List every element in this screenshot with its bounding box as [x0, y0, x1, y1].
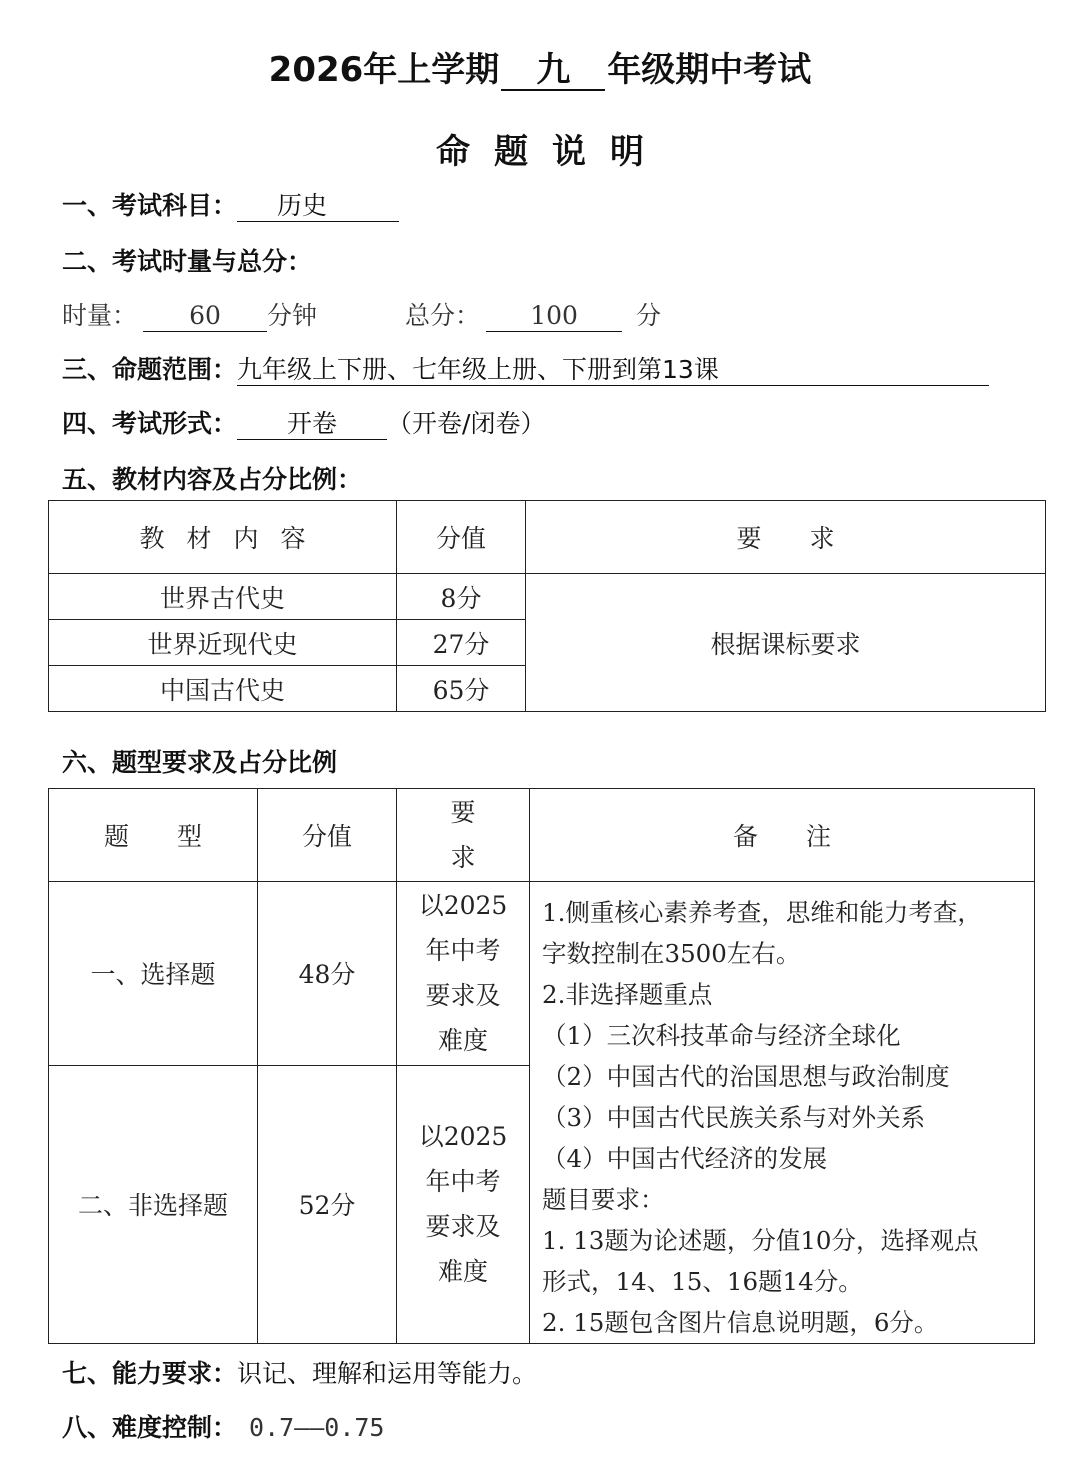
req-cell	[397, 882, 530, 1066]
note-line: （2）中国古代的治国思想与政治制度	[542, 1062, 950, 1091]
note-line: 题目要求：	[542, 1185, 665, 1214]
note-line: 2. 15题包含图片信息说明题，6分。	[542, 1308, 939, 1337]
header-notes: 备注	[530, 789, 1035, 882]
note-line: 1. 13题为论述题，分值10分，选择观点	[542, 1226, 979, 1255]
section-difficulty-label: 八、难度控制：	[62, 1413, 238, 1442]
req-line: 难度	[437, 1026, 488, 1056]
header-type: 题型	[49, 789, 258, 882]
section-time-score	[62, 244, 312, 280]
notes-cell	[530, 882, 1035, 1344]
score-value: 100	[486, 301, 622, 332]
content-cell: 世界近现代史	[49, 620, 397, 666]
scope-value: 九年级上下册、七年级上册、下册到第13课	[237, 355, 989, 386]
section-ability-label: 七、能力要求：	[62, 1359, 238, 1388]
page-subtitle: 命题说明	[436, 132, 668, 172]
req-line: 以2025	[418, 891, 508, 921]
section-subject	[62, 188, 399, 224]
req-line: 年中考	[425, 1167, 501, 1197]
note-line: 2.非选择题重点	[542, 980, 713, 1009]
section-question-types-label: 六、题型要求及占分比例	[62, 748, 338, 777]
header-requirement: 要求	[526, 501, 1046, 574]
header-score: 分值	[258, 789, 397, 882]
header-req-top: 要	[450, 798, 476, 827]
score-unit: 分	[636, 301, 662, 330]
type-cell: 二、非选择题	[49, 1065, 258, 1343]
req-line: 年中考	[425, 936, 501, 966]
note-line: （3）中国古代民族关系与对外关系	[542, 1103, 926, 1132]
section-subject-label: 一、考试科目：	[62, 191, 238, 220]
requirement-cell: 根据课标要求	[526, 574, 1046, 712]
note-line: （4）中国古代经济的发展	[542, 1144, 828, 1173]
time-score-row	[62, 298, 661, 334]
type-cell: 一、选择题	[49, 882, 258, 1066]
time-label: 时量：	[62, 301, 138, 330]
section-format	[62, 406, 545, 442]
content-cell: 世界古代史	[49, 574, 397, 620]
score-cell: 52分	[258, 1065, 397, 1343]
section-difficulty	[62, 1410, 384, 1446]
time-unit: 分钟	[267, 301, 318, 330]
section-ability	[62, 1356, 537, 1392]
note-line: （1）三次科技革命与经济全球化	[542, 1021, 901, 1050]
format-options: （开卷/闭卷）	[387, 409, 546, 438]
section-content-ratio	[62, 462, 362, 498]
section-content-ratio-label: 五、教材内容及占分比例：	[62, 465, 363, 494]
title-suffix: 年级期中考试	[607, 50, 812, 90]
title-prefix: 2026年上学期	[268, 50, 500, 90]
question-type-header	[49, 789, 1035, 882]
score-cell: 65分	[397, 666, 526, 712]
req-cell	[397, 1065, 530, 1343]
header-req-bottom: 求	[450, 843, 476, 872]
req-line: 要求及	[425, 981, 501, 1011]
note-line: 1.侧重核心素养考查，思维和能力考查，	[542, 898, 982, 927]
header-requirement	[397, 789, 530, 882]
req-line: 以2025	[418, 1122, 508, 1152]
header-content: 教材内容	[49, 501, 397, 574]
score-cell: 48分	[258, 882, 397, 1066]
section-scope-label: 三、命题范围：	[62, 355, 238, 384]
table-row	[49, 574, 1046, 620]
content-table-header	[49, 501, 1046, 574]
score-cell: 8分	[397, 574, 526, 620]
time-value: 60	[143, 301, 267, 332]
page-title	[0, 48, 1080, 92]
section-question-types	[62, 745, 337, 781]
question-type-table	[48, 788, 1035, 1344]
ability-value: 识记、理解和运用等能力。	[237, 1359, 538, 1388]
note-line: 形式，14、15、16题14分。	[542, 1267, 863, 1296]
note-line: 字数控制在3500左右。	[542, 939, 801, 968]
subject-text: 历史	[277, 191, 328, 220]
section-format-label: 四、考试形式：	[62, 409, 238, 438]
score-label: 总分：	[405, 301, 481, 330]
grade-field: 九	[501, 51, 605, 91]
section-scope	[62, 352, 989, 388]
req-line: 要求及	[425, 1212, 501, 1242]
req-line: 难度	[437, 1257, 488, 1287]
format-value: 开卷	[237, 409, 387, 440]
score-cell: 27分	[397, 620, 526, 666]
difficulty-value: 0.7——0.75	[249, 1413, 385, 1442]
content-cell: 中国古代史	[49, 666, 397, 712]
header-score: 分值	[397, 501, 526, 574]
content-table	[48, 500, 1046, 712]
subject-value	[237, 191, 399, 222]
section-time-score-label: 二、考试时量与总分：	[62, 247, 313, 276]
table-row	[49, 882, 1035, 1066]
